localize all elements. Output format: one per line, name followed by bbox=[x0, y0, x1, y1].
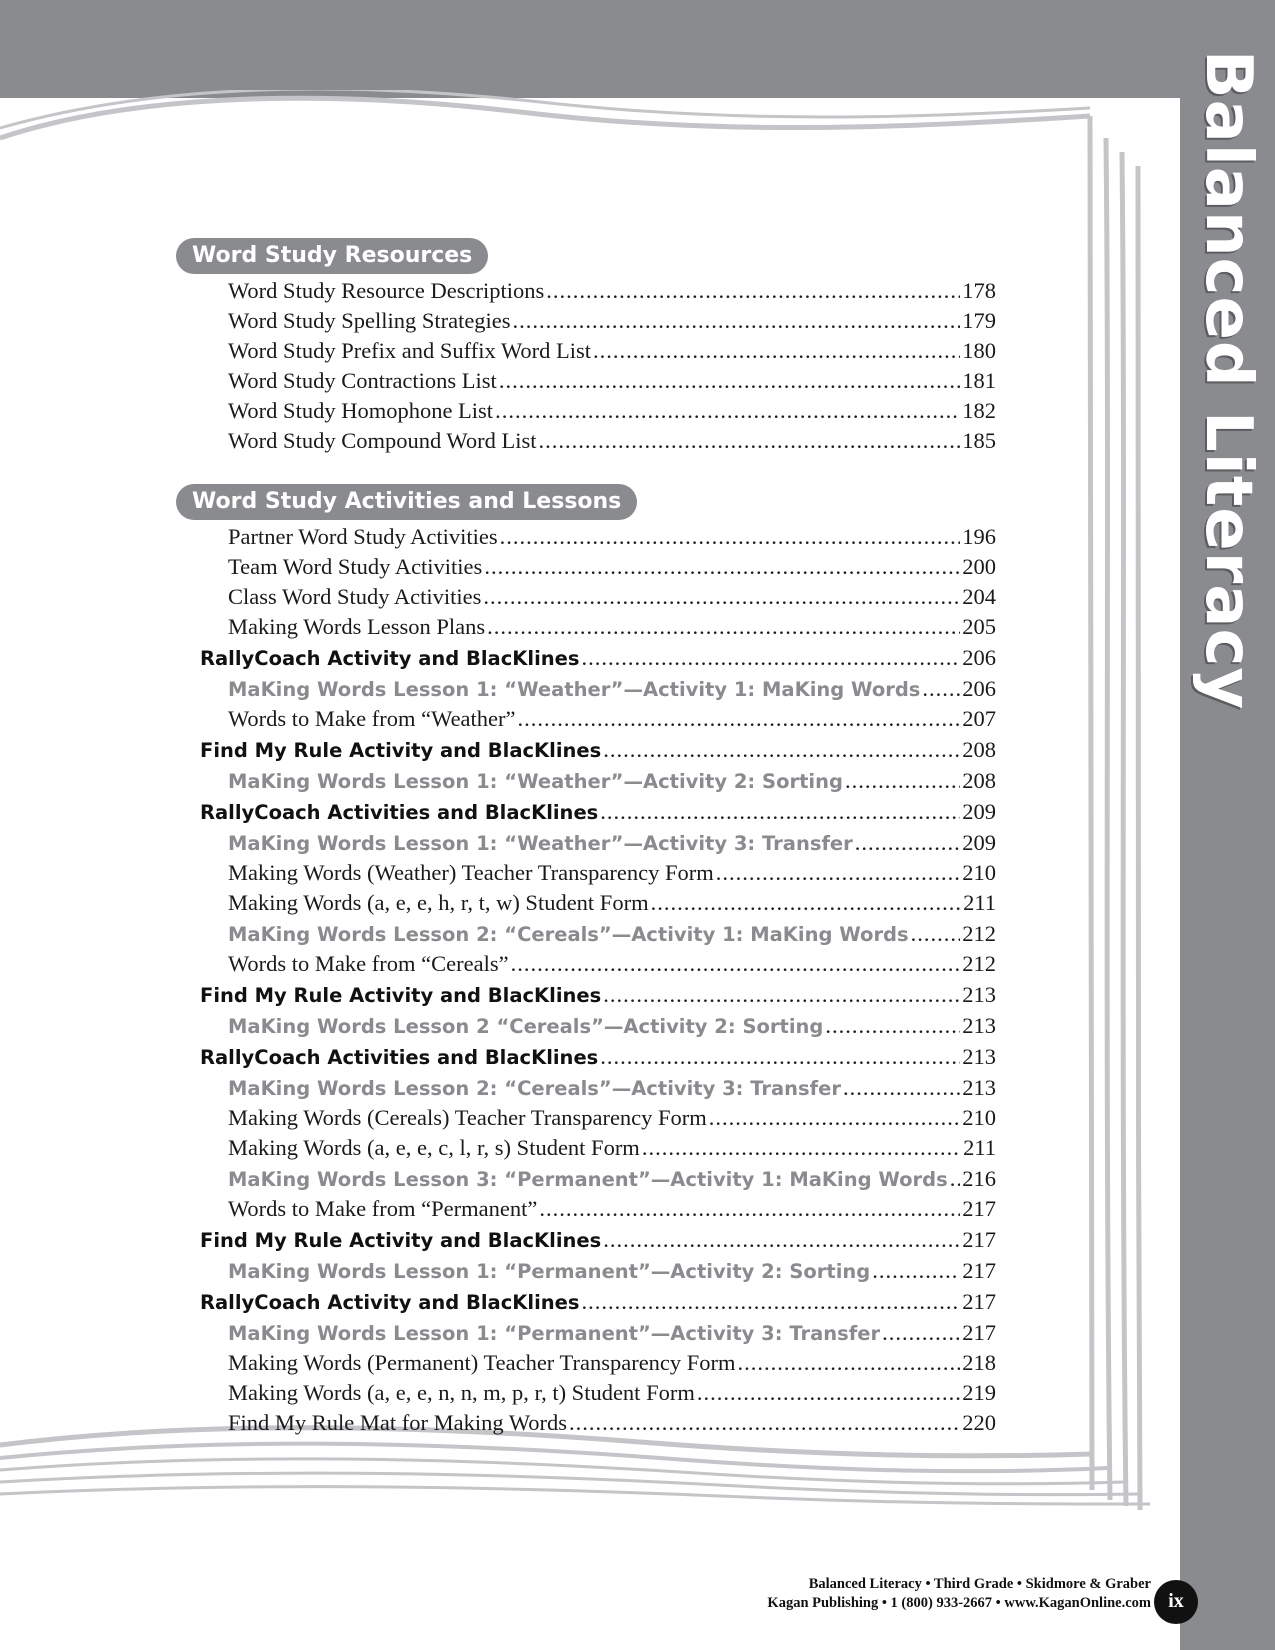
toc-entry-title: Word Study Compound Word List bbox=[228, 428, 537, 453]
dot-leader bbox=[922, 673, 960, 704]
page-number-badge: ix bbox=[1154, 1580, 1198, 1624]
page-footer bbox=[767, 1575, 1151, 1613]
toc-entry bbox=[176, 673, 996, 704]
toc-entry bbox=[176, 552, 996, 582]
toc-entry-title: Find My Rule Activity and BlacKlines bbox=[200, 1229, 602, 1252]
toc-entry-title: Words to Make from “Cereals” bbox=[228, 951, 509, 976]
toc-entry-page-number: 200 bbox=[962, 554, 996, 579]
toc-entry bbox=[176, 1103, 996, 1133]
section-heading: Word Study Activities and Lessons bbox=[176, 484, 637, 520]
toc-entry bbox=[176, 979, 996, 1010]
toc-entry-page-number: 179 bbox=[962, 308, 996, 333]
toc-entry bbox=[176, 1041, 996, 1072]
toc-entry bbox=[176, 888, 996, 918]
dot-leader bbox=[511, 949, 961, 979]
dot-leader bbox=[882, 1317, 960, 1348]
toc-entry-title: RallyCoach Activity and BlacKlines bbox=[200, 647, 580, 670]
dot-leader bbox=[483, 582, 960, 612]
dot-leader bbox=[843, 1072, 960, 1103]
toc-entry-title: Making Words (a, e, e, h, r, t, w) Student Form bbox=[228, 890, 649, 915]
dot-leader bbox=[651, 888, 962, 918]
toc-entry-page-number: 178 bbox=[962, 278, 996, 303]
dot-leader bbox=[911, 918, 961, 949]
toc-entry bbox=[176, 276, 996, 306]
dot-leader bbox=[546, 276, 960, 306]
dot-leader bbox=[738, 1348, 961, 1378]
toc-entry-page-number: 217 bbox=[962, 1320, 996, 1345]
toc-entry-title: MaKing Words Lesson 3: “Permanent”—Activity 1: MaKing Words bbox=[228, 1168, 948, 1191]
toc-entry-page-number: 212 bbox=[962, 951, 996, 976]
toc-entry-title: MaKing Words Lesson 2: “Cereals”—Activity 3: Transfer bbox=[228, 1077, 841, 1100]
dot-leader bbox=[600, 796, 960, 827]
toc-entry bbox=[176, 1348, 996, 1378]
toc-entry-page-number: 217 bbox=[962, 1258, 996, 1283]
toc-entry bbox=[176, 1072, 996, 1103]
toc-entry-title: RallyCoach Activities and BlacKlines bbox=[200, 1046, 599, 1069]
dot-leader bbox=[872, 1255, 960, 1286]
toc-entry bbox=[176, 765, 996, 796]
toc-entry-page-number: 216 bbox=[962, 1166, 996, 1191]
toc-entry-page-number: 218 bbox=[962, 1350, 996, 1375]
toc-entry-title: Words to Make from “Weather” bbox=[228, 706, 516, 731]
top-gray-band bbox=[0, 0, 1275, 98]
toc-entry-title: Find My Rule Activity and BlacKlines bbox=[200, 984, 602, 1007]
toc-entry-title: Making Words (Permanent) Teacher Transparency Form bbox=[228, 1350, 736, 1375]
toc-entry bbox=[176, 612, 996, 642]
toc-entry-page-number: 217 bbox=[962, 1196, 996, 1221]
toc-entry-title: RallyCoach Activity and BlacKlines bbox=[200, 1291, 580, 1314]
toc-entry bbox=[176, 827, 996, 858]
toc-entry-page-number: 217 bbox=[962, 1289, 996, 1314]
footer-line-publisher: Kagan Publishing • 1 (800) 933-2667 • www.KaganOnline.com bbox=[767, 1595, 1151, 1611]
section-heading: Word Study Resources bbox=[176, 238, 488, 274]
toc-entry-title: Making Words (a, e, e, c, l, r, s) Student Form bbox=[228, 1135, 640, 1160]
dot-leader bbox=[513, 306, 961, 336]
dot-leader bbox=[603, 734, 960, 765]
toc-entry-page-number: 208 bbox=[962, 737, 996, 762]
dot-leader bbox=[950, 1163, 961, 1194]
dot-leader bbox=[825, 1010, 960, 1041]
dot-leader bbox=[603, 979, 960, 1010]
footer-line-book-info: Balanced Literacy • Third Grade • Skidmore & Graber bbox=[808, 1576, 1151, 1592]
toc-entry-title: Making Words (a, e, e, n, n, m, p, r, t) Student Form bbox=[228, 1380, 695, 1405]
toc-entry-title: Partner Word Study Activities bbox=[228, 524, 498, 549]
toc-entry-title: Word Study Resource Descriptions bbox=[228, 278, 545, 303]
toc-entry bbox=[176, 858, 996, 888]
toc-entry-title: RallyCoach Activities and BlacKlines bbox=[200, 801, 599, 824]
toc-entry bbox=[176, 336, 996, 366]
toc-entry-title: MaKing Words Lesson 1: “Weather”—Activity 3: Transfer bbox=[228, 832, 853, 855]
toc-entry bbox=[176, 949, 996, 979]
dot-leader bbox=[487, 612, 960, 642]
toc-entry bbox=[176, 1255, 996, 1286]
toc-entry bbox=[176, 796, 996, 827]
toc-entry-title: Class Word Study Activities bbox=[228, 584, 482, 609]
toc-entry-title: Word Study Homophone List bbox=[228, 398, 494, 423]
toc-entry-title: MaKing Words Lesson 2: “Cereals”—Activity 1: MaKing Words bbox=[228, 923, 909, 946]
toc-entry bbox=[176, 1010, 996, 1041]
toc-entry-title: Find My Rule Activity and BlacKlines bbox=[200, 739, 602, 762]
toc-entry-page-number: 206 bbox=[962, 676, 996, 701]
toc-entry bbox=[176, 642, 996, 673]
toc-entry bbox=[176, 918, 996, 949]
dot-leader bbox=[484, 552, 960, 582]
dot-leader bbox=[581, 642, 960, 673]
dot-leader bbox=[495, 396, 960, 426]
section-word-study-resources bbox=[176, 238, 996, 456]
toc-entry bbox=[176, 396, 996, 426]
toc-entry-title: Word Study Contractions List bbox=[228, 368, 497, 393]
dot-leader bbox=[500, 522, 961, 552]
toc-entry bbox=[176, 1378, 996, 1408]
toc-entry bbox=[176, 582, 996, 612]
toc-entry-page-number: 182 bbox=[962, 398, 996, 423]
dot-leader bbox=[642, 1133, 961, 1163]
dot-leader bbox=[709, 1103, 960, 1133]
toc-entry-page-number: 220 bbox=[962, 1410, 996, 1435]
toc-entry bbox=[176, 522, 996, 552]
dot-leader bbox=[845, 765, 960, 796]
toc-entry-title: Making Words (Weather) Teacher Transparency Form bbox=[228, 860, 714, 885]
toc-entry-title: Making Words (Cereals) Teacher Transparency Form bbox=[228, 1105, 707, 1130]
toc-entry bbox=[176, 426, 996, 456]
toc-entry-page-number: 206 bbox=[962, 645, 996, 670]
section-entries bbox=[176, 522, 996, 1438]
toc-entry-page-number: 210 bbox=[962, 860, 996, 885]
toc-entry bbox=[176, 366, 996, 396]
toc-entry-title: Team Word Study Activities bbox=[228, 554, 483, 579]
toc-entry-title: Making Words Lesson Plans bbox=[228, 614, 486, 639]
dot-leader bbox=[593, 336, 960, 366]
dot-leader bbox=[603, 1224, 960, 1255]
toc-entry-page-number: 207 bbox=[962, 706, 996, 731]
toc-entry bbox=[176, 1163, 996, 1194]
dot-leader bbox=[716, 858, 961, 888]
toc-entry bbox=[176, 1194, 996, 1224]
toc-entry-page-number: 209 bbox=[962, 799, 996, 824]
toc-entry-page-number: 205 bbox=[962, 614, 996, 639]
toc-entry-page-number: 217 bbox=[962, 1227, 996, 1252]
toc-entry-title: MaKing Words Lesson 1: “Weather”—Activity 2: Sorting bbox=[228, 770, 843, 793]
toc-entry-page-number: 196 bbox=[962, 524, 996, 549]
toc-entry-page-number: 209 bbox=[962, 830, 996, 855]
toc-entry bbox=[176, 1408, 996, 1438]
toc-entry-title: Word Study Spelling Strategies bbox=[228, 308, 511, 333]
toc-entry bbox=[176, 306, 996, 336]
toc-entry-page-number: 185 bbox=[962, 428, 996, 453]
toc-entry-page-number: 213 bbox=[962, 1075, 996, 1100]
dot-leader bbox=[499, 366, 960, 396]
toc-entry bbox=[176, 1224, 996, 1255]
toc-entry-page-number: 212 bbox=[962, 921, 996, 946]
toc-entry-page-number: 211 bbox=[963, 890, 996, 915]
toc-entry bbox=[176, 1317, 996, 1348]
table-of-contents bbox=[176, 238, 996, 1466]
dot-leader bbox=[538, 426, 960, 456]
toc-entry-title: MaKing Words Lesson 2 “Cereals”—Activity 2: Sorting bbox=[228, 1015, 824, 1038]
dot-leader bbox=[518, 704, 961, 734]
toc-entry-page-number: 211 bbox=[963, 1135, 996, 1160]
toc-entry-page-number: 219 bbox=[962, 1380, 996, 1405]
toc-entry-page-number: 208 bbox=[962, 768, 996, 793]
toc-entry-title: Find My Rule Mat for Making Words bbox=[228, 1410, 568, 1435]
dot-leader bbox=[855, 827, 960, 858]
toc-entry-title: MaKing Words Lesson 1: “Permanent”—Activity 3: Transfer bbox=[228, 1322, 881, 1345]
dot-leader bbox=[581, 1286, 960, 1317]
toc-entry-title: MaKing Words Lesson 1: “Weather”—Activity 1: MaKing Words bbox=[228, 678, 921, 701]
toc-entry-page-number: 213 bbox=[962, 982, 996, 1007]
toc-entry-page-number: 213 bbox=[962, 1013, 996, 1038]
toc-entry-title: Word Study Prefix and Suffix Word List bbox=[228, 338, 592, 363]
dot-leader bbox=[569, 1408, 960, 1438]
toc-entry-page-number: 204 bbox=[962, 584, 996, 609]
toc-entry bbox=[176, 704, 996, 734]
side-title: Balanced Literacy bbox=[1191, 49, 1265, 711]
toc-entry-page-number: 210 bbox=[962, 1105, 996, 1130]
toc-entry-page-number: 213 bbox=[962, 1044, 996, 1069]
section-entries bbox=[176, 276, 996, 456]
section-word-study-activities bbox=[176, 484, 996, 1438]
toc-entry-title: Words to Make from “Permanent” bbox=[228, 1196, 538, 1221]
toc-entry-page-number: 180 bbox=[962, 338, 996, 363]
toc-entry bbox=[176, 1286, 996, 1317]
dot-leader bbox=[697, 1378, 960, 1408]
toc-entry-page-number: 181 bbox=[962, 368, 996, 393]
dot-leader bbox=[539, 1194, 960, 1224]
toc-entry-title: MaKing Words Lesson 1: “Permanent”—Activity 2: Sorting bbox=[228, 1260, 871, 1283]
toc-entry bbox=[176, 734, 996, 765]
dot-leader bbox=[600, 1041, 960, 1072]
toc-entry bbox=[176, 1133, 996, 1163]
